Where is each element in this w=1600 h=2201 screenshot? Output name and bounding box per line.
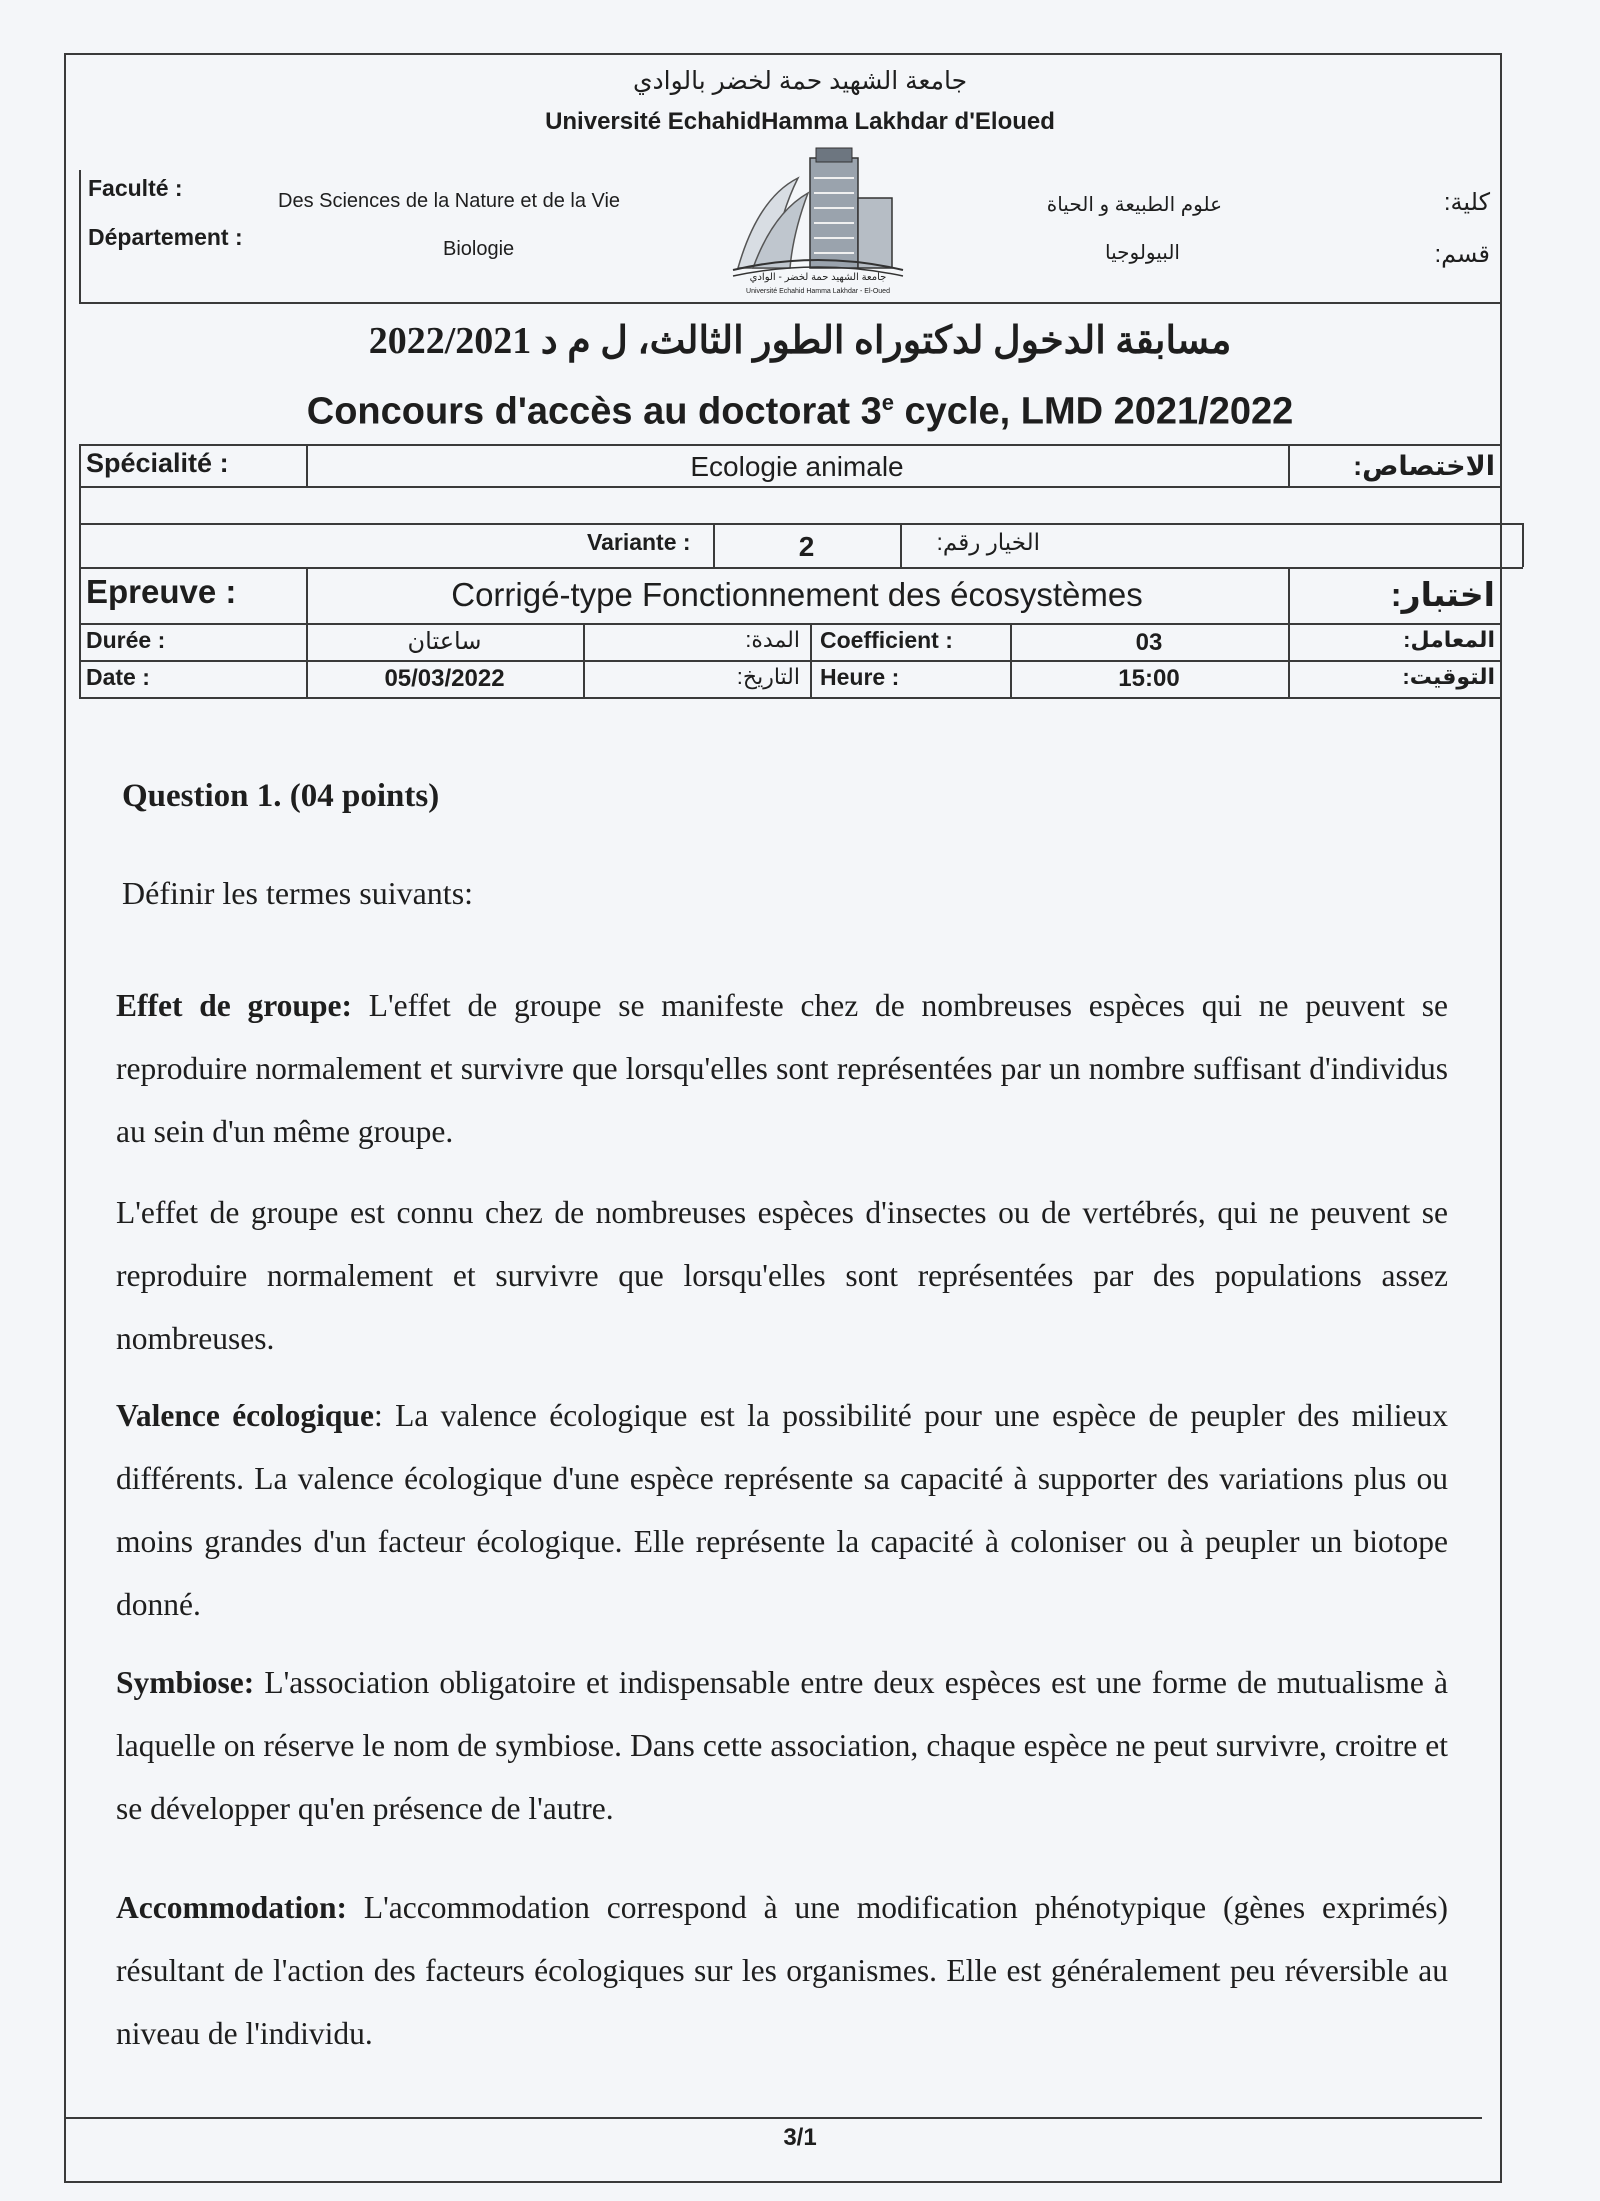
department-value: Biologie	[443, 238, 515, 260]
accommodation-definition: L'accommodation correspond à une modification phénotypique (gènes exprimés) résultant de l'action des facteurs écologiques sur les organismes. Elle est généralement peu réversible au niveau de l'individu.	[116, 1890, 1448, 2051]
department-value-arabic: البيولوجيا	[1105, 242, 1180, 264]
epreuve-value: Corrigé-type Fonctionnement des écosystèmes	[451, 576, 1143, 613]
header-divider	[79, 302, 1502, 304]
effet-de-groupe-definition: L'effet de groupe se manifeste chez de nombreuses espèces qui ne peuvent se reproduire normalement et survivre que lorsqu'elles sont représentées par un nombre suffisant d'individus au sein d'un même groupe.	[116, 988, 1448, 1149]
term-valence-ecologique: Valence écologique	[116, 1398, 374, 1433]
header-left-edge	[79, 170, 81, 304]
epreuve-label-arabic: اختبار:	[1390, 576, 1495, 613]
department-label: Département :	[88, 224, 243, 250]
logo-caption-french: Université Echahid Hamma Lakhdar - El-Oued	[746, 288, 890, 295]
logo-caption-arabic: جامعة الشهيد حمة لخضر - الوادي	[749, 272, 887, 283]
faculty-label: Faculté :	[88, 175, 183, 201]
heure-label-arabic: التوقيت:	[1402, 664, 1495, 689]
date-label-arabic: التاريخ:	[736, 664, 800, 689]
variante-value: 2	[798, 531, 815, 562]
symbiose-paragraph	[116, 1651, 1448, 1840]
term-effet-de-groupe: Effet de groupe:	[116, 988, 352, 1023]
variante-label-arabic: الخيار رقم:	[936, 529, 1040, 555]
coefficient-label-arabic: المعامل:	[1403, 627, 1495, 652]
faculty-label-arabic: كلية:	[1443, 189, 1490, 216]
department-label-arabic: قسم:	[1434, 241, 1490, 268]
term-symbiose: Symbiose:	[116, 1665, 255, 1700]
variante-label: Variante :	[587, 529, 691, 555]
exam-title-french: Concours d'accès au doctorat 3e cycle, LMD 2021/2022	[306, 390, 1294, 433]
duree-value: ساعتان	[407, 628, 482, 655]
specialite-value: Ecologie animale	[690, 451, 904, 482]
faculty-value-arabic: علوم الطبيعة و الحياة	[1046, 194, 1222, 216]
page-number: 3/1	[783, 2124, 817, 2151]
duree-label: Durée :	[86, 627, 166, 653]
heure-value: 15:00	[1118, 665, 1180, 692]
university-name-arabic: جامعة الشهيد حمة لخضر بالوادي	[632, 67, 968, 95]
date-label: Date :	[86, 664, 150, 690]
exam-title-arabic: مسابقة الدخول لدكتوراه الطور الثالث، ل م د 2022/2021	[368, 320, 1232, 362]
epreuve-label: Epreuve :	[86, 573, 237, 610]
accommodation-paragraph	[116, 1876, 1448, 2065]
question-intro: Définir les termes suivants:	[122, 875, 474, 911]
question-title: Question 1. (04 points)	[122, 778, 440, 814]
heure-label: Heure :	[820, 664, 900, 690]
valence-paragraph	[116, 1384, 1448, 1636]
coefficient-value: 03	[1135, 629, 1163, 656]
term-accommodation: Accommodation:	[116, 1890, 347, 1925]
effet-de-groupe-paragraph	[116, 974, 1448, 1163]
effet-de-groupe-paragraph-2: L'effet de groupe est connu chez de nombreuses espèces d'insectes ou de vertébrés, qui ne peuvent se reproduire normalement et survivre que lorsqu'elles sont représentées par des populations assez nombreuses.	[116, 1195, 1448, 1356]
coefficient-label: Coefficient :	[820, 627, 953, 653]
university-name-french: Université EchahidHamma Lakhdar d'Eloued	[545, 108, 1055, 135]
duree-label-arabic: المدة:	[745, 627, 800, 652]
date-value: 05/03/2022	[384, 665, 505, 692]
specialite-label-arabic: الاختصاص:	[1353, 451, 1495, 481]
valence-definition: : La valence écologique est la possibilité pour une espèce de peupler des milieux différents. La valence écologique d'une espèce représente sa capacité à supporter des variations plus ou moins grandes d'un facteur écologique. Elle représente la capacité à coloniser ou à peupler un biotope donné.	[116, 1398, 1448, 1622]
footer-divider	[64, 2117, 1482, 2119]
faculty-value: Des Sciences de la Nature et de la Vie	[278, 190, 621, 212]
specialite-label: Spécialité :	[86, 448, 229, 478]
symbiose-definition: L'association obligatoire et indispensable entre deux espèces est une forme de mutualisme à laquelle on réserve le nom de symbiose. Dans cette association, chaque espèce ne peut survivre, croitre et se développer qu'en présence de l'autre.	[116, 1665, 1448, 1826]
